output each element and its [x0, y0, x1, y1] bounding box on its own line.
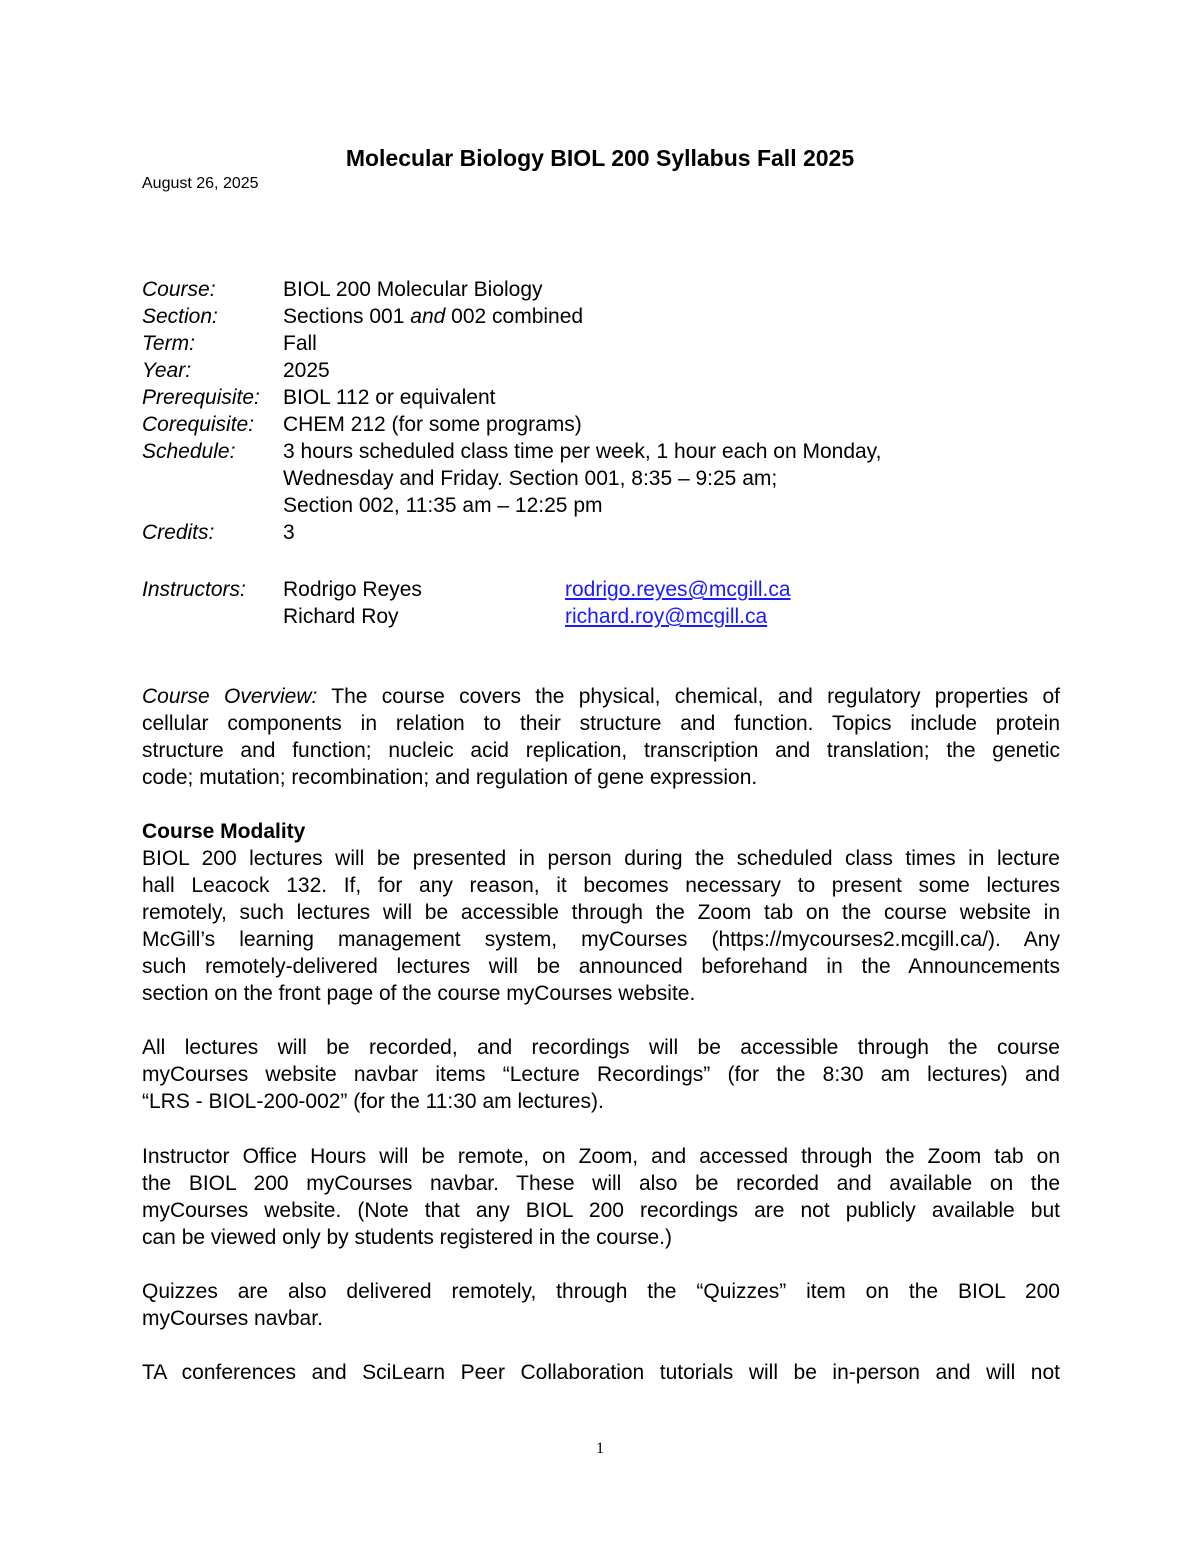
course-info-table	[142, 276, 983, 546]
course-label: Course:	[142, 278, 216, 301]
credits-row	[142, 519, 983, 546]
section-row	[142, 303, 983, 330]
instructor-row	[142, 576, 791, 603]
section-heading: Course Modality	[142, 820, 306, 843]
overview-label: Course Overview:	[142, 685, 318, 708]
credits-value: 3	[283, 521, 295, 544]
section-label: Section:	[142, 305, 218, 328]
paragraph-line: the BIOL 200 myCourses navbar. These will also be recorded and available on the	[142, 1172, 1060, 1195]
document-title: Molecular Biology BIOL 200 Syllabus Fall 2025	[345, 145, 855, 171]
modality-paragraph-3	[142, 1143, 1060, 1251]
paragraph-line: myCourses website. (Note that any BIOL 200 recordings are not publicly available but	[142, 1199, 1060, 1222]
overview-line	[142, 683, 1060, 710]
paragraph-line: remotely, such lectures will be accessible through the Zoom tab on the course website in	[142, 901, 1060, 924]
schedule-value	[283, 438, 983, 519]
paragraph-line: BIOL 200 lectures will be presented in person during the scheduled class times in lecture	[142, 847, 1060, 870]
modality-paragraph-2	[142, 1034, 1060, 1115]
year-value: 2025	[283, 359, 330, 382]
schedule-row	[142, 438, 983, 519]
paragraph-line: myCourses website navbar items “Lecture Recordings” (for the 8:30 am lectures) and	[142, 1063, 1060, 1086]
paragraph-line: Instructor Office Hours will be remote, on Zoom, and accessed through the Zoom tab on	[142, 1145, 1060, 1168]
section-value	[283, 303, 983, 330]
overview-line: code; mutation; recombination; and regulation of gene expression.	[142, 766, 758, 789]
modality-paragraph-5	[142, 1359, 1060, 1386]
modality-paragraph-4	[142, 1278, 1060, 1332]
paragraph-line: All lectures will be recorded, and recordings will be accessible through the course	[142, 1036, 1060, 1059]
year-row	[142, 357, 983, 384]
paragraph-line: such remotely-delivered lectures will be announced beforehand in the Announcements	[142, 955, 1060, 978]
schedule-line: Section 002, 11:35 am – 12:25 pm	[283, 494, 603, 517]
schedule-line: 3 hours scheduled class time per week, 1 hour each on Monday,	[283, 440, 882, 463]
paragraph-line: McGill’s learning management system, myCourses (https://mycourses2.mcgill.ca/). Any	[142, 928, 1060, 951]
schedule-label: Schedule:	[142, 440, 236, 463]
prerequisite-label: Prerequisite:	[142, 386, 260, 409]
section-value-and: and	[410, 305, 446, 328]
instructor-name: Rodrigo Reyes	[283, 578, 422, 601]
course-value: BIOL 200 Molecular Biology	[283, 278, 543, 301]
paragraph-line: Quizzes are also delivered remotely, through the “Quizzes” item on the BIOL 200	[142, 1280, 1060, 1303]
paragraph-line: myCourses navbar.	[142, 1307, 323, 1330]
course-row	[142, 276, 983, 303]
paragraph-line: section on the front page of the course myCourses website.	[142, 982, 696, 1005]
overview-line: structure and function; nucleic acid replication, transcription and translation; the genetic	[142, 739, 1060, 762]
corequisite-row	[142, 411, 983, 438]
term-value: Fall	[283, 332, 317, 355]
course-overview	[142, 683, 1060, 791]
instructor-name: Richard Roy	[283, 605, 399, 628]
page-number: 1	[596, 1440, 604, 1457]
section-value-part-a: Sections 001	[283, 305, 411, 328]
modality-heading	[142, 818, 1060, 845]
instructor-email-link[interactable]: rodrigo.reyes@mcgill.ca	[565, 578, 791, 601]
prerequisite-row	[142, 384, 983, 411]
overview-text: The course covers the physical, chemical, and regulatory properties of	[317, 685, 1060, 708]
modality-paragraph-1	[142, 845, 1060, 1007]
paragraph-line: “LRS - BIOL-200-002” (for the 11:30 am lectures).	[142, 1090, 604, 1113]
paragraph-line: hall Leacock 132. If, for any reason, it becomes necessary to present some lectures	[142, 874, 1060, 897]
document-date: August 26, 2025	[142, 175, 259, 192]
paragraph-line: TA conferences and SciLearn Peer Collaboration tutorials will be in-person and will not	[142, 1361, 1060, 1384]
instructors-block	[142, 576, 791, 630]
overview-line: cellular components in relation to their structure and function. Topics include protein	[142, 712, 1060, 735]
credits-label: Credits:	[142, 521, 215, 544]
prerequisite-value: BIOL 112 or equivalent	[283, 386, 496, 409]
corequisite-label: Corequisite:	[142, 413, 255, 436]
term-label: Term:	[142, 332, 195, 355]
year-label: Year:	[142, 359, 192, 382]
instructors-label-spacer	[142, 603, 283, 630]
section-value-part-b: 002 combined	[445, 305, 584, 328]
instructor-row	[142, 603, 791, 630]
corequisite-value: CHEM 212 (for some programs)	[283, 413, 582, 436]
instructors-label: Instructors:	[142, 578, 246, 601]
schedule-line: Wednesday and Friday. Section 001, 8:35 – 9:25 am;	[283, 467, 778, 490]
instructor-email-link[interactable]: richard.roy@mcgill.ca	[565, 605, 768, 628]
paragraph-line: can be viewed only by students registered in the course.)	[142, 1226, 672, 1249]
term-row	[142, 330, 983, 357]
